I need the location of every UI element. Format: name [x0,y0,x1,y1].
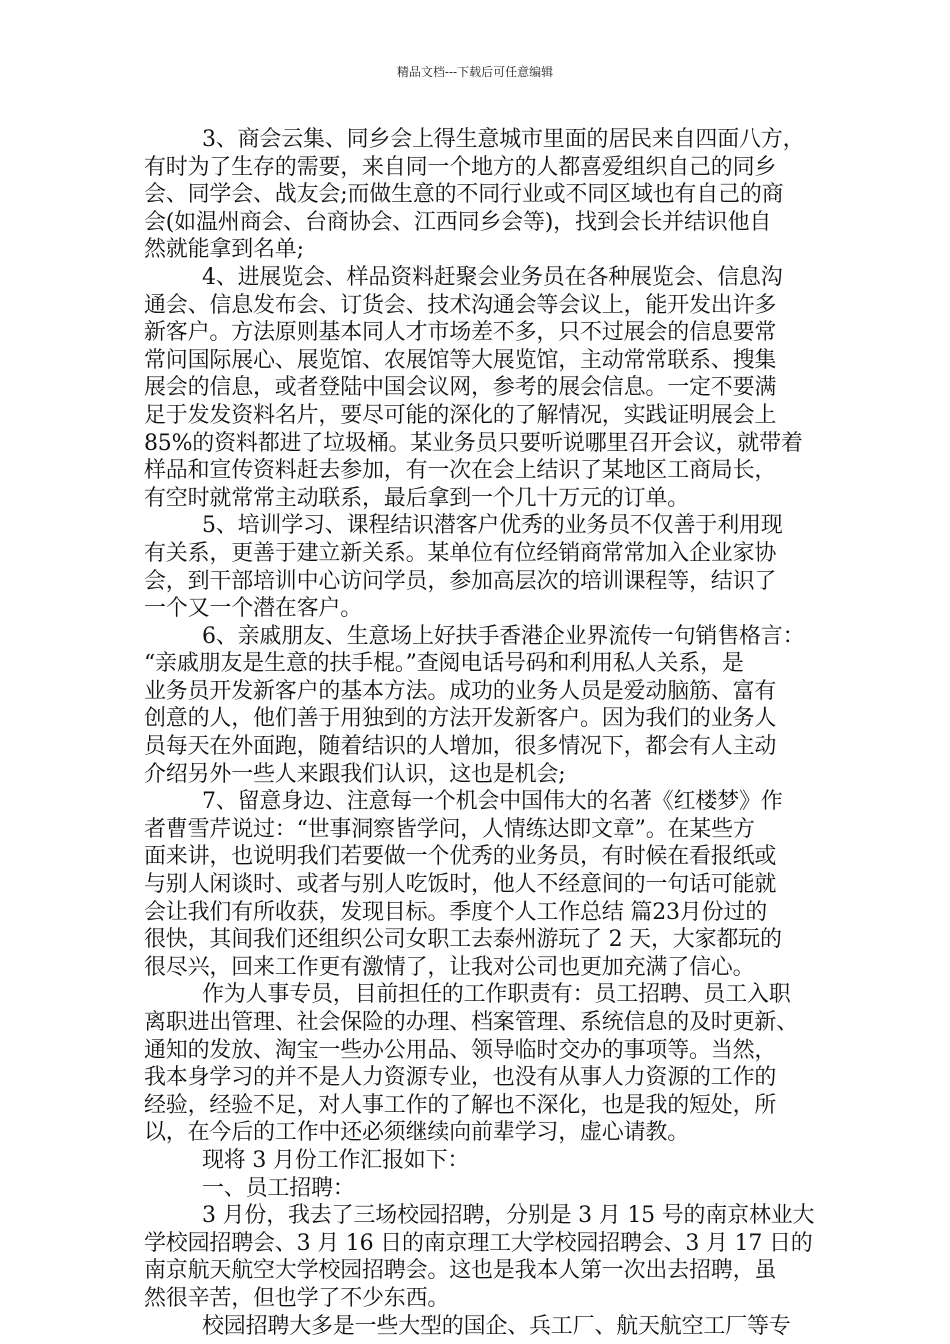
text-line: 会让我们有所收获，发现目标。季度个人工作总结 篇23月份过的 [144,899,767,925]
text-line: 一、员工招聘： [202,1175,355,1201]
text-line: 校园招聘大多是一些大型的国企、兵工厂、航天航空工厂等专 [202,1313,791,1339]
text-line: 作为人事专员，目前担任的工作职责有：员工招聘、员工入职 [202,982,791,1008]
text-line: 4、进展览会、样品资料赶聚会业务员在各种展览会、信息沟 [202,264,783,290]
text-line: “亲戚朋友是生意的扶手棍。”查阅电话号码和利用私人关系，是 [144,651,744,677]
text-line: 然很辛苦，但也学了不少东西。 [144,1285,450,1311]
text-line: 展会的信息，或者登陆中国会议网，参考的展会信息。一定不要满 [144,375,777,401]
text-line: 学校园招聘会、3 月 16 日的南京理工大学校园招聘会、3 月 17 日的 [144,1230,813,1256]
text-line: 然就能拿到名单; [144,237,304,263]
text-line: 很尽兴，回来工作更有激情了，让我对公司也更加充满了信心。 [144,954,755,980]
text-line: 样品和宣传资料赶去参加，有一次在会上结识了某地区工商局长， [144,458,777,484]
text-line: 离职进出管理、社会保险的办理、档案管理、系统信息的及时更新、 [144,1010,799,1035]
text-line: 通会、信息发布会、订货会、技术沟通会等会议上，能开发出许多 [144,292,777,318]
text-line: 业务员开发新客户的基本方法。成功的业务人员是爱动脑筋、富有 [144,678,777,704]
text-line: 南京航天航空大学校园招聘会。这也是我本人第一次出去招聘，虽 [144,1258,777,1284]
text-line: 以，在今后的工作中还必须继续向前辈学习，虚心请教。 [144,1120,690,1146]
text-line: 创意的人，他们善于用独到的方法开发新客户。因为我们的业务人 [144,706,777,732]
text-line: 通知的发放、淘宝一些办公用品、领导临时交办的事项等。当然， [144,1037,777,1063]
text-line: 会，到干部培训中心访问学员，参加高层次的培训课程等，结识了 [144,568,777,594]
text-line: 有空时就常常主动联系，最后拿到一个几十万元的订单。 [144,485,690,511]
text-line: 新客户。方法原则基本同人才市场差不多，只不过展会的信息要常 [144,320,777,346]
text-line: 面来讲，也说明我们若要做一个优秀的业务员，有时候在看报纸或 [144,844,777,870]
text-line: 3、商会云集、同乡会上得生意城市里面的居民来自四面八方， [202,127,805,152]
page-header: 精品文档---下载后可任意编辑 [396,65,554,79]
text-line: 一个又一个潜在客户。 [144,596,363,622]
text-line: 6、亲戚朋友、生意场上好扶手香港企业界流传一句销售格言： [202,623,805,649]
text-line: 3 月份，我去了三场校园招聘，分别是 3 月 15 号的南京林业大 [202,1203,815,1229]
text-line: 与别人闲谈时、或者与别人吃饭时，他人不经意间的一句话可能就 [144,872,777,898]
text-line: 现将 3 月份工作汇报如下： [202,1147,470,1173]
text-line: 85%的资料都进了垃圾桶。某业务员只要听说哪里召开会议，就带着 [144,430,803,456]
document-body [144,126,820,1340]
text-line: 介绍另外一些人来跟我们认识，这也是机会; [144,761,566,787]
text-line: 有时为了生存的需要，来自同一个地方的人都喜爱组织自己的同乡 [144,154,777,180]
text-line: 足于发发资料名片，要尽可能的深化的了解情况，实践证明展会上 [144,402,777,428]
text-line: 员每天在外面跑，随着结识的人增加，很多情况下，都会有人主动 [144,734,777,760]
text-line: 会(如温州商会、台商协会、江西同乡会等)，找到会长并结识他自 [144,209,772,235]
text-line: 我本身学习的并不是人力资源专业，也没有从事人力资源的工作的 [144,1065,777,1091]
text-line: 很快，其间我们还组织公司女职工去泰州游玩了 2 天，大家都玩的 [144,927,782,953]
text-line: 5、培训学习、课程结识潜客户优秀的业务员不仅善于利用现 [202,513,783,539]
text-line: 常问国际展心、展览馆、农展馆等大展览馆，主动常常联系、搜集 [144,347,777,373]
text-line: 7、留意身边、注意每一个机会中国伟大的名著《红楼梦》作 [202,789,783,815]
text-line: 有关系，更善于建立新关系。某单位有位经销商常常加入企业家协 [144,540,777,566]
text-line: 者曹雪芹说过：“世事洞察皆学问，人情练达即文章”。在某些方 [144,816,755,842]
text-line: 会、同学会、战友会;而做生意的不同行业或不同区域也有自己的商 [144,182,784,208]
text-line: 经验，经验不足，对人事工作的了解也不深化，也是我的短处，所 [144,1092,777,1118]
